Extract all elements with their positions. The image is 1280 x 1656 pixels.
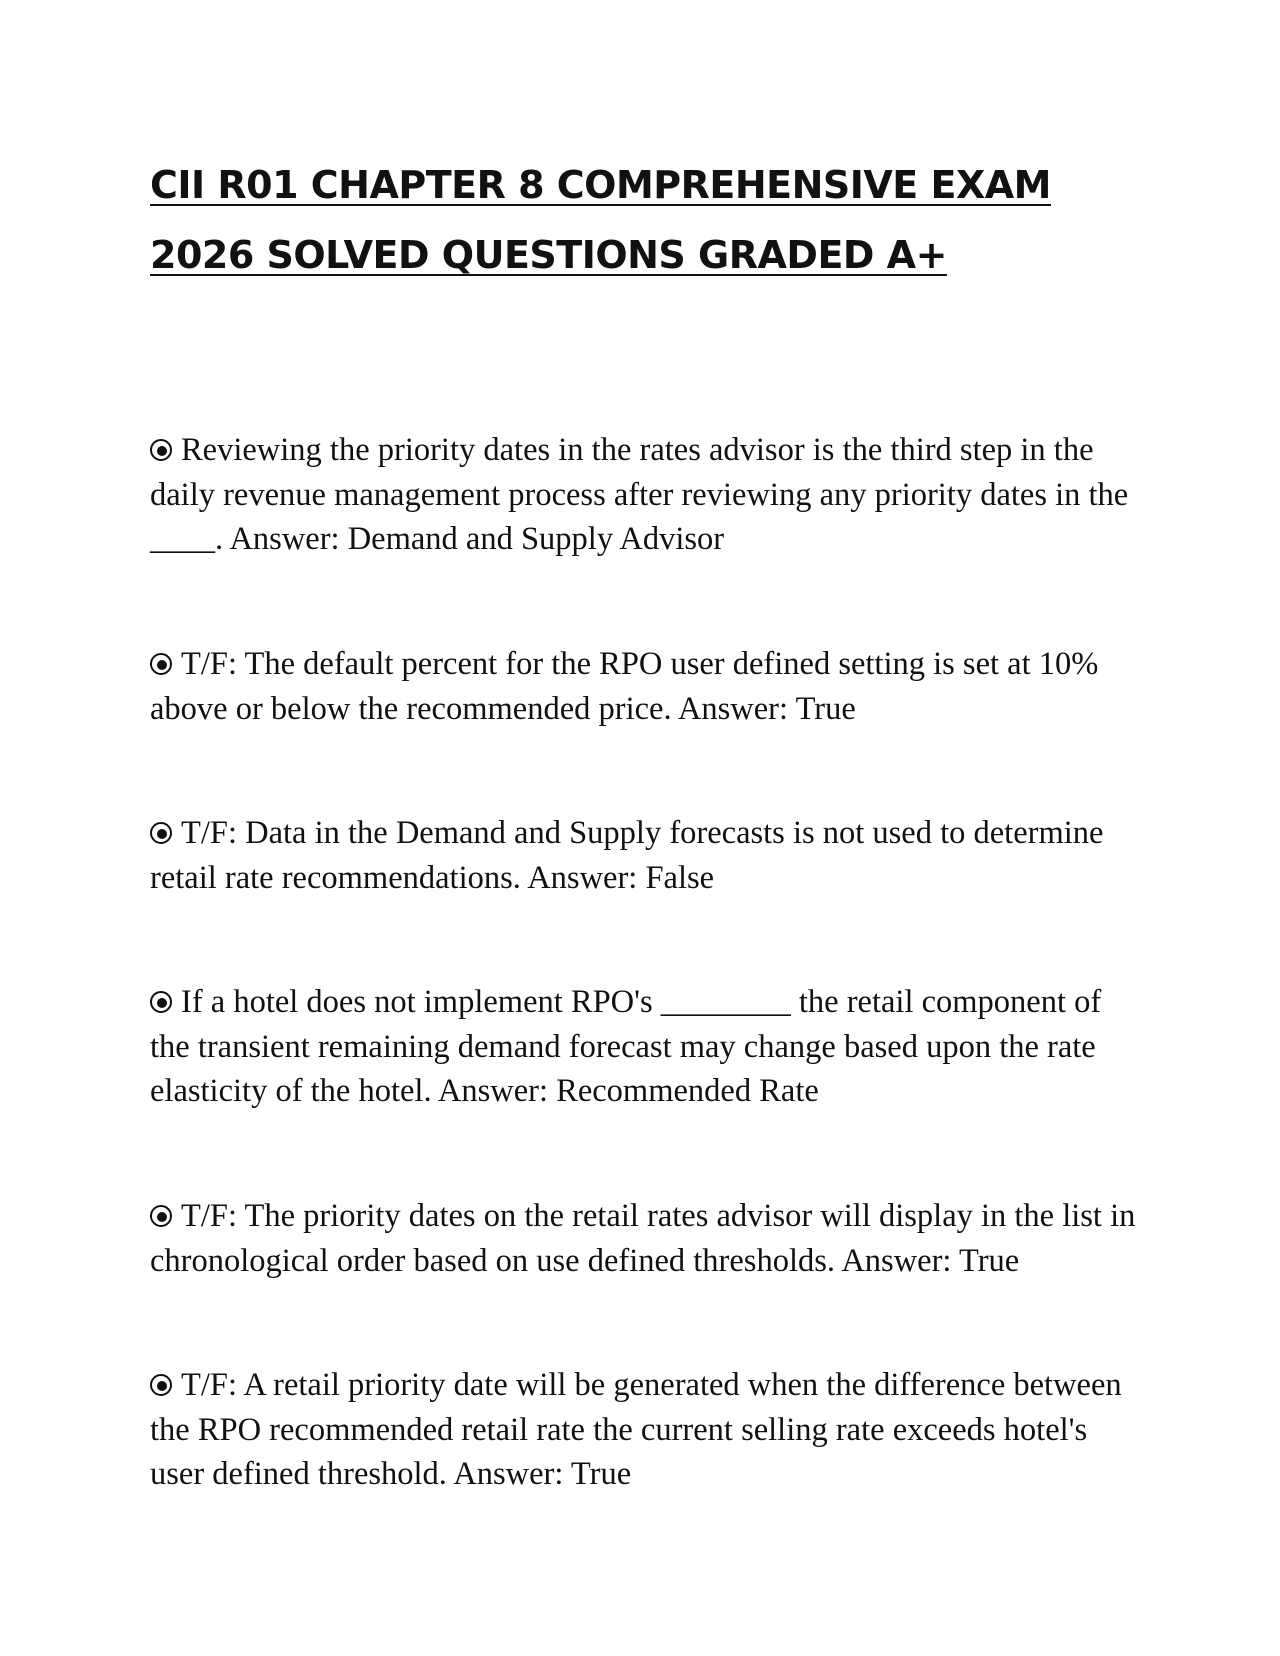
question-item xyxy=(150,428,1140,562)
fisheye-bullet-icon xyxy=(150,439,172,461)
question-text: T/F: Data in the Demand and Supply forecasts is not used to determine retail rate recommendations. Answer: False xyxy=(150,815,1104,896)
fisheye-bullet-icon xyxy=(150,1205,172,1227)
fisheye-bullet-icon xyxy=(150,1374,172,1396)
fisheye-bullet-icon xyxy=(150,653,172,675)
question-item xyxy=(150,1363,1140,1497)
question-text: T/F: The default percent for the RPO user defined setting is set at 10% above or below the recommended price. Answer: True xyxy=(150,646,1099,727)
question-item xyxy=(150,642,1140,731)
fisheye-bullet-icon xyxy=(150,822,172,844)
question-text: T/F: A retail priority date will be generated when the difference between the RPO recommended retail rate the current selling rate exceeds hotel's user defined threshold. Answer: True xyxy=(150,1367,1122,1492)
question-item xyxy=(150,980,1140,1114)
title-line-1: CII R01 CHAPTER 8 COMPREHENSIVE EXAM xyxy=(150,163,1051,207)
fisheye-bullet-icon xyxy=(150,991,172,1013)
question-item xyxy=(150,1194,1140,1283)
question-text: Reviewing the priority dates in the rates advisor is the third step in the daily revenue management process after reviewing any priority dates in the ____. Answer: Demand and Supply Advisor xyxy=(150,432,1129,557)
question-text: If a hotel does not implement RPO's ________ the retail component of the transient remaining demand forecast may change based upon the rate elasticity of the hotel. Answer: Recommended Rate xyxy=(150,984,1102,1109)
document-title xyxy=(150,150,1150,290)
question-text: T/F: The priority dates on the retail rates advisor will display in the list in chronological order based on use defined thresholds. Answer: True xyxy=(150,1198,1136,1279)
question-item xyxy=(150,811,1140,900)
title-line-2: 2026 SOLVED QUESTIONS GRADED A+ xyxy=(150,233,947,277)
